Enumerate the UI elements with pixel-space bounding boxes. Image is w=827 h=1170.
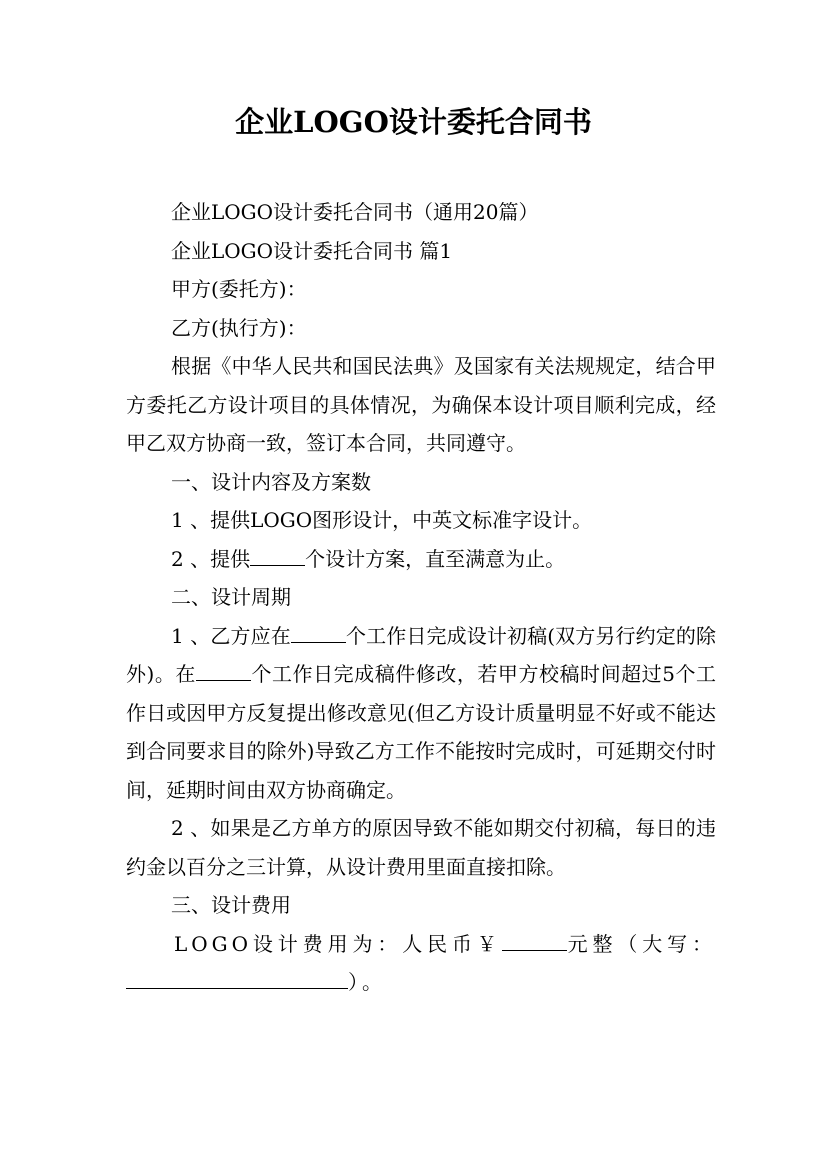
fee-paragraph [126,925,716,1002]
fee-middle: 元整（大写： [566,931,716,956]
section-2-item-2: 2 、如果是乙方单方的原因导致不能如期交付初稿，每日的违约金以百分之三计算，从设计费用里面直接扣除。 [126,816,716,879]
draft-days-blank [291,624,346,643]
fee-suffix: ）。 [348,970,386,994]
section-1-item-1: 1 、提供LOGO图形设计，中英文标准字设计。 [171,508,593,532]
section-2-item-1 [126,617,716,810]
preamble-paragraph: 根据《中华人民共和国民法典》及国家有关法规规定，结合甲方委托乙方设计项目的具体情况，为确保本设计项目顺利完成，经甲乙双方协商一致，签订本合同，共同遵守。 [126,354,716,455]
part-title: 企业LOGO设计委托合同书 篇1 [171,238,453,263]
section-2-item-1-part-c: 个工作日完成稿件修改，若甲方校稿时间超过5个工作日或因甲方反复提出修改意见(但乙方设计质量明显不好或不能达到合同要求目的除外)导致乙方工作不能按时完成时，可延期交付时间，延期时间由双方协商确定。 [126,662,716,802]
section-1-item-2 [126,540,716,579]
section-2-item-1-part-a: 1 、乙方应在 [171,623,291,648]
section-2-item-1-part-b: 个工作日完成设计初稿(双方另行约定的除外)。在 [126,623,716,686]
section-3-title: 三、设计费用 [171,893,291,917]
revision-days-blank [196,662,251,681]
fee-amount-blank [502,932,567,951]
plan-count-blank [250,547,305,566]
section-1-item-2-prefix: 2 、提供 [171,546,251,571]
document-body [126,193,716,1002]
section-1-item-2-suffix: 个设计方案，直至满意为止。 [305,546,566,571]
fee-uppercase-blank [126,970,348,989]
intro-title: 企业LOGO设计委托合同书（通用20篇） [171,200,539,224]
party-a-line: 甲方(委托方)： [171,277,307,301]
section-2-title: 二、设计周期 [171,585,291,609]
fee-prefix: LOGO设计费用为：人民币￥ [174,931,502,956]
party-b-line: 乙方(执行方)： [171,315,307,340]
section-1-title: 一、设计内容及方案数 [171,469,371,494]
document-title: 企业LOGO设计委托合同书 [235,105,592,139]
